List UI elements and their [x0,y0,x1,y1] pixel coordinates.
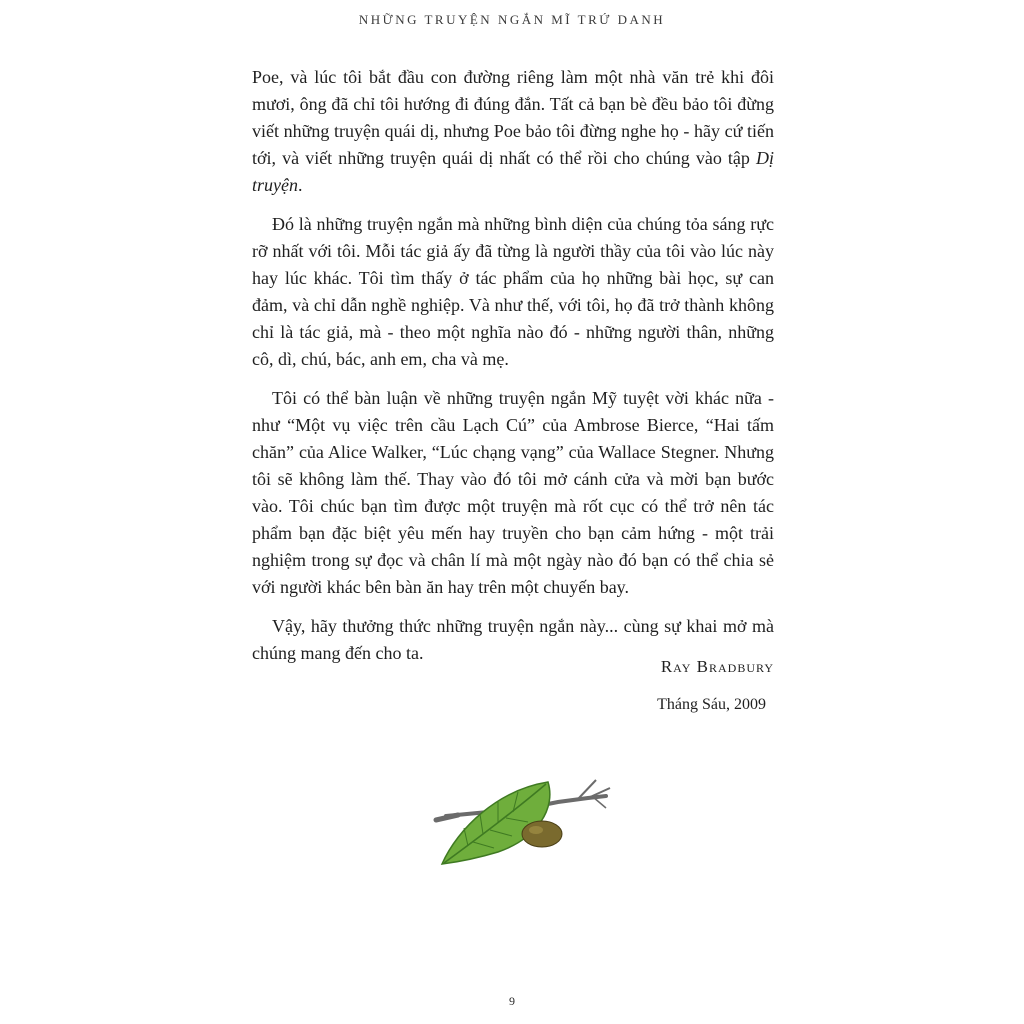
paragraph-1 [252,64,774,199]
running-header: NHỮNG TRUYỆN NGẮN MĨ TRỨ DANH [358,12,666,27]
paragraph-3: Tôi có thể bàn luận về những truyện ngắn Mỹ tuyệt vời khác nữa - như “Một vụ việc trên cầu Lạch Cú” của Ambrose Bierce, “Hai tấm chăn” của Alice Walker, “Lúc chạng vạng” của Wallace Stegner. Nhưng tôi sẽ không làm thế. Thay vào đó tôi mở cánh cửa và mời bạn bước vào. Tôi chúc bạn tìm được một truyện mà rốt cục có thể trở nên tác phẩm bạn đặc biệt yêu mến hay truyền cho bạn cảm hứng - một trải nghiệm trong sự đọc và chân lí mà một ngày nào đó bạn có thể chia sẻ với người khác bên bàn ăn hay trên một chuyến bay. [252,388,774,597]
body-text [252,64,774,679]
signature-date: Tháng Sáu, 2009 [657,696,766,713]
paragraph-2: Đó là những truyện ngắn mà những bình diện của chúng tỏa sáng rực rỡ nhất với tôi. Mỗi tác giả ấy đã từng là người thầy của tôi vào lúc này hay lúc khác. Tôi tìm thấy ở tác phẩm của họ những bài học, sự can đảm, và chỉ dẫn nghề nghiệp. Và như thế, với tôi, họ đã trở thành không chỉ là tác giả, mà - theo một nghĩa nào đó - những người thân, những cô, dì, chú, bác, anh em, cha và mẹ. [252,214,774,369]
twig-left-shape [436,815,458,820]
leaf-twig-acorn-icon [428,768,618,872]
paragraph-1-end: . [297,175,303,195]
acorn-shape [522,821,562,847]
author-signature: Ray Bradbury [660,657,774,676]
paragraph-1-text: Poe, và lúc tôi bắt đầu con đường riêng làm một nhà văn trẻ khi đôi mươi, ông đã chỉ tôi hướng đi đúng đắn. Tất cả bạn bè đều bảo tôi đừng viết những truyện quái dị, nhưng Poe bảo tôi đừng nghe họ - hãy cứ tiến tới, và viết những truyện quái dị nhất có thể rồi cho chúng vào tập [252,67,774,168]
page-number: 9 [509,994,515,1008]
book-title-italic: Dị truyện [252,148,774,195]
acorn-highlight-shape [529,826,543,834]
paragraph-4: Vậy, hãy thưởng thức những truyện ngắn này... cùng sự khai mở mà chúng mang đến cho ta. [252,616,774,663]
